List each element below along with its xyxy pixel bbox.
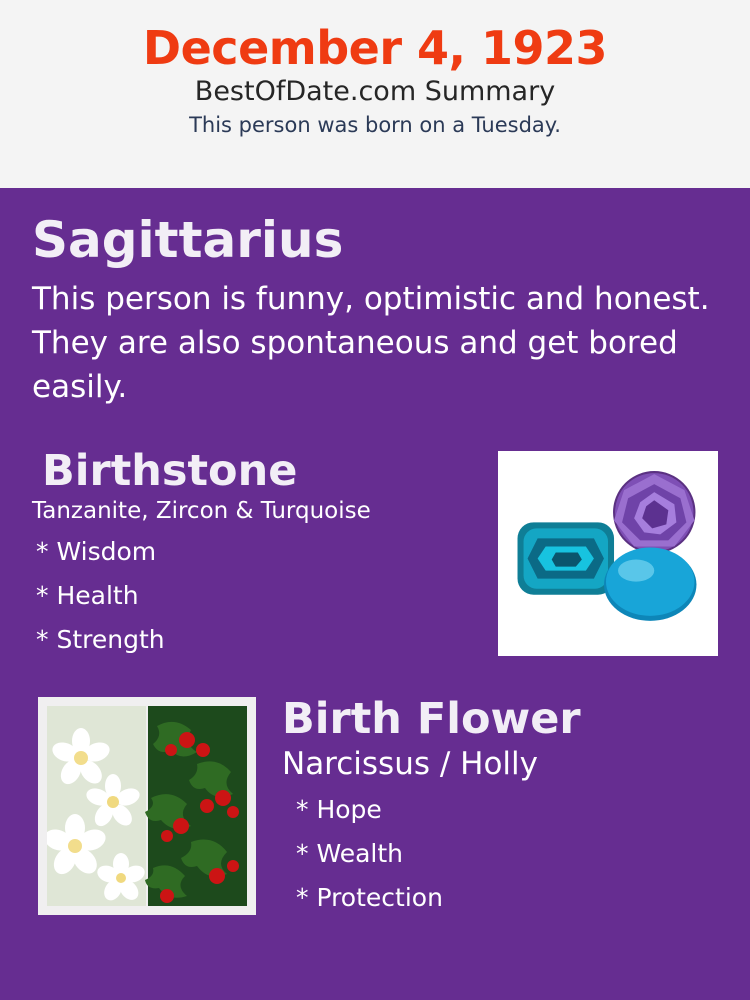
birthstone-names: Tanzanite, Zircon & Turquoise — [32, 497, 371, 524]
birthstone-trait: * Strength — [36, 625, 165, 655]
birthflower-illustration — [47, 706, 247, 906]
zodiac-sign-name: Sagittarius — [32, 211, 344, 269]
birthflower-trait: * Wealth — [296, 838, 403, 868]
header — [0, 0, 750, 182]
birthstone-photo — [498, 451, 718, 656]
birthflower-trait: * Hope — [296, 794, 382, 824]
birthstone-gems-illustration — [507, 460, 709, 647]
birthflower-text — [282, 693, 718, 912]
zodiac-description: This person is funny, optimistic and honest. They are also spontaneous and get bored easily. — [32, 280, 710, 405]
birthflower-photo — [38, 697, 256, 915]
details-panel — [0, 188, 750, 1000]
page-title: December 4, 1923 — [142, 21, 608, 75]
birthflower-names: Narcissus / Holly — [282, 745, 539, 782]
birthstone-title: Birthstone — [42, 445, 298, 496]
site-name: BestOfDate.com Summary — [194, 76, 556, 108]
birthflower-title: Birth Flower — [282, 693, 581, 744]
birthstone-trait: * Health — [36, 581, 139, 611]
birthstone-section — [32, 445, 718, 669]
birthstone-text — [32, 445, 482, 655]
birth-day-text: This person was born on a Tuesday. — [189, 113, 561, 138]
birthflower-section — [32, 693, 718, 937]
birthflower-trait: * Protection — [296, 882, 443, 912]
birthstone-trait: * Wisdom — [36, 537, 157, 567]
